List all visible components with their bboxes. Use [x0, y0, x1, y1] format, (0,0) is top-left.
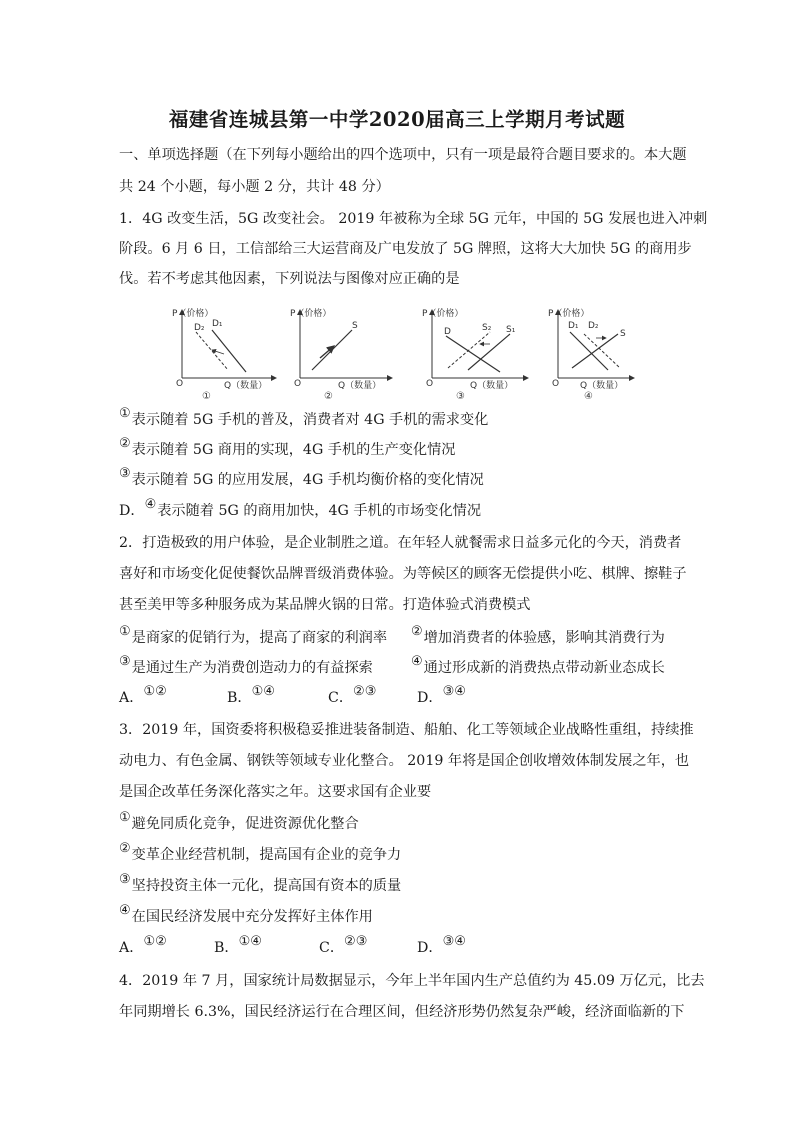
q3-item-1-marker: ①	[119, 810, 131, 825]
q1-option-2-marker: ②	[119, 436, 131, 451]
q3-stem-line-3: 是国企改革任务深化落实之年。这要求国有企业要	[119, 784, 432, 800]
graph-2	[290, 307, 392, 400]
q3-item-3	[119, 872, 402, 897]
graph-4	[548, 307, 634, 400]
g1-d1-curve	[212, 330, 246, 372]
q2-choice-c-value: ②③	[353, 684, 377, 699]
q4-stem-line-1: 4．2019 年 7 月，国家统计局数据显示，今年上半年国内生产总值约为 45.09 万亿元，比去	[119, 973, 705, 989]
q1-option-2-text: 表示随着 5G 商用的实现，4G 手机的生产变化情况	[131, 442, 456, 458]
q3-item-2-marker: ②	[119, 841, 131, 856]
g4-s-curve	[572, 334, 618, 368]
q3-item-2-text: 变革企业经营机制，提高国有企业的竞争力	[131, 847, 402, 863]
q1-stem-line-3: 伐。若不考虑其他因素，下列说法与图像对应正确的是	[119, 271, 460, 287]
g1-d2-curve	[196, 332, 228, 370]
q3-stem-line-2: 动电力、有色金属、钢铁等领域专业化整合。 2019 年将是国企创收增效体制发展之年，也	[119, 753, 690, 769]
q2-item-1-marker: ①	[119, 624, 131, 639]
q1-stem-line-2: 阶段。6 月 6 日，工信部给三大运营商及广电发放了 5G 牌照，这将大大加快 5G 的商用步	[119, 241, 692, 257]
q3-item-3-text: 坚持投资主体一元化，提高国有资本的质量	[131, 878, 402, 894]
q2-item-2	[411, 624, 665, 649]
graph-1	[172, 307, 276, 400]
q3-choice-c	[319, 934, 368, 959]
q3-item-4	[119, 903, 373, 928]
q1-option-3-marker: ③	[119, 466, 131, 481]
q1-stem-line-1: 1．4G 改变生活，5G 改变社会。 2019 年被称为全球 5G 元年，中国的 5G 发展也进入冲刺	[119, 211, 708, 227]
q2-item-4-text: 通过形成新的消费热点带动新业态成长	[423, 660, 665, 676]
q2-item-2-text: 增加消费者的体验感，影响其消费行为	[423, 630, 665, 646]
q2-stem-line-3: 甚至美甲等多种服务成为某品牌火锅的日常。打造体验式消费模式	[119, 597, 531, 613]
q2-item-1	[119, 624, 388, 649]
q1-option-4	[119, 497, 482, 522]
q2-item-4	[411, 654, 665, 679]
q3-item-1	[119, 810, 359, 835]
q3-item-4-text: 在国民经济发展中充分发挥好主体作用	[131, 909, 373, 925]
q1-option-1	[119, 406, 489, 431]
q2-stem-line-1: 2．打造极致的用户体验，是企业制胜之道。在年轻人就餐需求日益多元化的今天，消费者	[119, 535, 682, 551]
q3-choice-b-value: ①④	[238, 934, 262, 949]
q3-choice-c-letter: C．	[319, 940, 345, 956]
g4-label-s: S	[620, 329, 626, 339]
q3-choice-b-letter: B．	[214, 940, 239, 956]
q1-supply-demand-graphs	[168, 304, 638, 400]
g4-x-label: Q（数量）	[580, 381, 624, 391]
g4-y-label: P（价格）	[548, 309, 590, 319]
q2-choice-c-letter: C．	[328, 690, 354, 706]
q3-item-4-marker: ④	[119, 903, 131, 918]
q2-choice-d-letter: D．	[417, 690, 443, 706]
q2-stem-line-2: 喜好和市场变化促使餐饮品牌晋级消费体验。为等候区的顾客无偿提供小吃、棋牌、擦鞋子	[119, 566, 687, 582]
g3-origin: O	[426, 379, 434, 389]
g3-label-d: D	[444, 327, 451, 337]
g4-label-d2: D₂	[588, 321, 599, 331]
page-title: 福建省连城县第一中学2020届高三上学期月考试题	[168, 108, 626, 131]
graph-3	[422, 307, 528, 400]
q2-item-4-marker: ④	[411, 654, 423, 669]
g3-y-label: P（价格）	[422, 309, 464, 319]
q2-item-3-text: 是通过生产为消费创造动力的有益探索	[131, 660, 373, 676]
g3-label-s1: S₁	[506, 325, 516, 335]
q3-choice-c-value: ②③	[344, 934, 368, 949]
q1-option-1-marker: ①	[119, 406, 131, 421]
q1-option-3-text: 表示随着 5G 的应用发展，4G 手机均衡价格的变化情况	[131, 472, 484, 488]
q2-choice-c	[328, 684, 377, 709]
q3-choice-d-value: ③④	[442, 934, 466, 949]
q3-item-1-text: 避免同质化竞争，促进资源优化整合	[131, 816, 359, 832]
g2-origin: O	[294, 379, 302, 389]
q3-choice-d-letter: D．	[417, 940, 443, 956]
q2-choice-b-value: ①④	[251, 684, 275, 699]
q3-stem-line-1: 3．2019 年，国资委将积极稳妥推进装备制造、船舶、化工等领域企业战略性重组，持续推	[119, 722, 694, 738]
q2-item-1-text: 是商家的促销行为，提高了商家的利润率	[131, 630, 388, 646]
g3-number: ③	[456, 391, 465, 400]
q1-option-1-text: 表示随着 5G 手机的普及，消费者对 4G 手机的需求变化	[131, 412, 489, 428]
q1-option-4-prefix: D．	[119, 503, 145, 519]
q3-choice-a	[119, 934, 168, 959]
g3-d-curve	[446, 336, 500, 372]
g1-label-d2: D₂	[194, 323, 205, 333]
q2-item-3-marker: ③	[119, 654, 131, 669]
q2-item-3	[119, 654, 373, 679]
g1-y-label: P（价格）	[172, 309, 214, 319]
q1-option-4-text: 表示随着 5G 的商用加快，4G 手机的市场变化情况	[157, 503, 482, 519]
q1-option-3	[119, 466, 484, 491]
q3-item-2	[119, 841, 402, 866]
q2-choice-a-letter: A．	[119, 690, 144, 706]
q2-choice-d	[417, 684, 467, 709]
q4-stem-line-2: 年同期增长 6.3%，国民经济运行在合理区间，但经济形势仍然复杂严峻，经济面临新的下	[119, 1004, 685, 1020]
g4-origin: O	[552, 379, 560, 389]
g4-label-d1: D₁	[568, 321, 579, 331]
g3-label-s2: S₂	[482, 323, 492, 333]
q1-option-2	[119, 436, 456, 461]
g1-x-label: Q（数量）	[224, 381, 268, 391]
q2-item-2-marker: ②	[411, 624, 423, 639]
section-instructions-line-2: 共 24 个小题，每小题 2 分，共计 48 分）	[119, 179, 390, 195]
q3-choice-a-value: ①②	[143, 934, 167, 949]
g3-s2-curve	[448, 332, 490, 368]
g1-origin: O	[176, 379, 184, 389]
q3-choice-d	[417, 934, 467, 959]
g2-s-curve	[312, 330, 352, 370]
q1-option-4-marker: ④	[144, 497, 157, 512]
g4-number: ④	[584, 391, 593, 400]
graphs-svg	[168, 304, 638, 400]
g2-x-label: Q（数量）	[338, 381, 382, 391]
section-instructions-line-1: 一、单项选择题（在下列每小题给出的四个选项中，只有一项是最符合题目要求的。本大题	[119, 147, 687, 163]
g1-number: ①	[202, 391, 211, 400]
g1-label-d1: D₁	[212, 319, 223, 329]
q2-choice-b-letter: B．	[227, 690, 252, 706]
q3-choice-b	[214, 934, 263, 959]
q2-choice-a-value: ①②	[143, 684, 167, 699]
q3-choice-a-letter: A．	[119, 940, 144, 956]
g2-move-arrow	[320, 346, 334, 358]
g2-y-label: P（价格）	[290, 309, 332, 319]
q3-item-3-marker: ③	[119, 872, 131, 887]
g2-label-s: S	[352, 321, 358, 331]
q2-choice-d-value: ③④	[442, 684, 466, 699]
g2-number: ②	[324, 391, 333, 400]
q2-choice-a	[119, 684, 168, 709]
g3-x-label: Q（数量）	[470, 381, 514, 391]
q2-choice-b	[227, 684, 276, 709]
